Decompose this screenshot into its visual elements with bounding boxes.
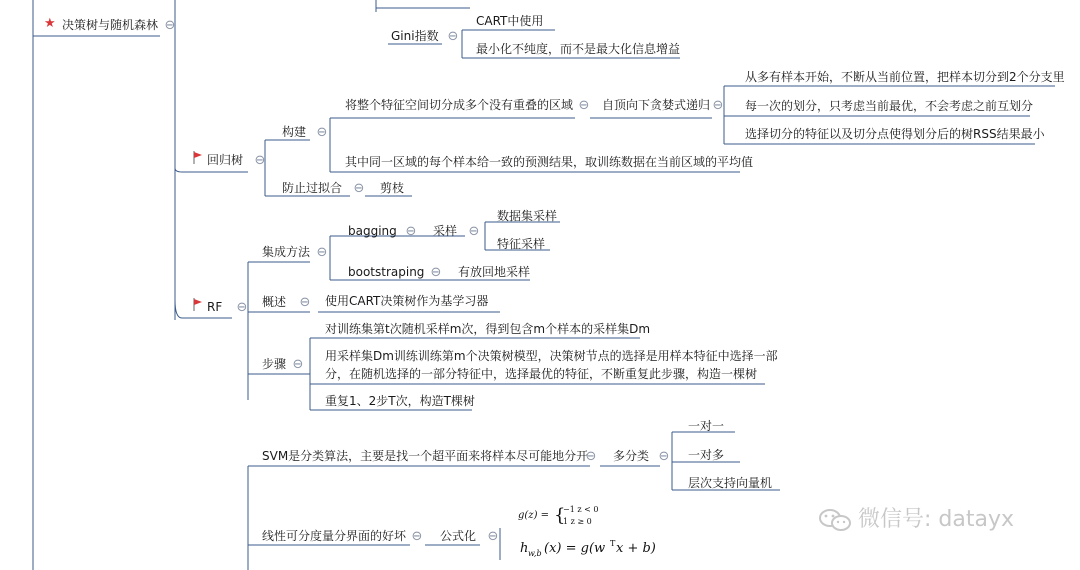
- svg-text:T: T: [610, 539, 616, 548]
- node-top-down[interactable]: 自顶向下贪婪式递归: [602, 98, 711, 112]
- collapse-icon[interactable]: ⊖: [487, 529, 499, 544]
- node-overview-text[interactable]: 使用CART决策树作为基学习器: [325, 294, 489, 308]
- svg-text:{: {: [554, 505, 566, 526]
- collapse-icon[interactable]: ⊖: [292, 357, 304, 372]
- node-ovr[interactable]: 一对多: [688, 448, 725, 462]
- node-replace-sampling[interactable]: 有放回地采样: [458, 265, 531, 279]
- node-build-split[interactable]: 将整个特征空间切分成多个没有重叠的区域: [345, 98, 574, 112]
- node-step-2a[interactable]: 用采样集Dm训练训练第m个决策树模型，决策树节点的选择是用样本特征中选择一部: [325, 349, 778, 363]
- collapse-icon[interactable]: ⊖: [578, 98, 590, 113]
- collapse-icon[interactable]: ⊖: [468, 224, 480, 239]
- wechat-watermark: [818, 502, 1014, 533]
- node-td-3[interactable]: 选择切分的特征以及切分点使得划分后的树RSS结果最小: [745, 127, 1045, 141]
- node-regression-tree[interactable]: 回归树: [207, 153, 244, 167]
- svg-text:(x) = g(w: (x) = g(w: [544, 541, 606, 556]
- svg-text:h: h: [520, 541, 529, 556]
- node-gini-cart[interactable]: CART中使用: [476, 14, 544, 28]
- formula-g-piecewise: [516, 502, 606, 528]
- node-prune[interactable]: 剪枝: [380, 181, 405, 195]
- node-hier[interactable]: 层次支持向量机: [688, 476, 773, 490]
- wechat-icon: [818, 508, 852, 532]
- star-icon: ★: [44, 16, 56, 31]
- node-build[interactable]: 构建: [282, 125, 307, 139]
- node-overfit[interactable]: 防止过拟合: [282, 181, 343, 195]
- collapse-icon[interactable]: ⊖: [316, 125, 328, 140]
- collapse-icon[interactable]: ⊖: [712, 98, 724, 113]
- node-td-2[interactable]: 每一次的划分，只考虑当前最优，不会考虑之前互划分: [745, 99, 1034, 113]
- collapse-icon[interactable]: ⊖: [430, 265, 442, 280]
- collapse-icon[interactable]: ⊖: [353, 181, 365, 196]
- node-multiclass[interactable]: 多分类: [613, 449, 650, 463]
- formula-hwb: [518, 536, 656, 560]
- node-feature-sampling[interactable]: 特征采样: [497, 237, 546, 251]
- node-td-1[interactable]: 从多有样本开始，不断从当前位置，把样本切分到2个分支里: [745, 70, 1065, 84]
- node-ovo[interactable]: 一对一: [688, 419, 725, 433]
- node-linear[interactable]: 线性可分度量分界面的好坏: [262, 529, 407, 543]
- collapse-icon[interactable]: ⊖: [658, 449, 670, 464]
- collapse-icon[interactable]: ⊖: [447, 29, 459, 44]
- collapse-icon[interactable]: ⊖: [299, 295, 311, 310]
- node-formula[interactable]: 公式化: [440, 529, 477, 543]
- watermark-text: 微信号: datayx: [858, 507, 1014, 532]
- flag-icon: [193, 298, 203, 311]
- collapse-icon[interactable]: ⊖: [316, 245, 328, 260]
- node-ensemble[interactable]: 集成方法: [262, 245, 311, 259]
- collapse-icon[interactable]: ⊖: [585, 449, 597, 464]
- node-step-1[interactable]: 对训练集第t次随机采样m次，得到包含m个样本的采样集Dm: [325, 322, 651, 336]
- node-overview[interactable]: 概述: [262, 295, 287, 309]
- node-build-same[interactable]: 其中同一区域的每个样本给一致的预测结果，取训练数据在当前区域的平均值: [345, 155, 754, 169]
- flag-icon: [193, 151, 203, 164]
- node-svm[interactable]: SVM是分类算法，主要是找一个超平面来将样本尽可能地分开: [262, 449, 589, 463]
- svg-text:1 z ≥ 0: 1 z ≥ 0: [563, 517, 592, 526]
- svg-text:g(z) =: g(z) =: [518, 510, 550, 521]
- node-step-2b[interactable]: 分，在随机选择的一部分特征中，选择最优的特征，不断重复此步骤，构造一棵树: [325, 367, 758, 381]
- node-gini-min[interactable]: 最小化不纯度，而不是最大化信息增益: [476, 42, 681, 56]
- node-bootstraping[interactable]: bootstraping: [348, 265, 425, 279]
- collapse-icon[interactable]: ⊖: [236, 300, 248, 315]
- svg-text:w,b: w,b: [528, 549, 542, 558]
- node-gini[interactable]: Gini指数: [391, 29, 439, 43]
- svg-text:−1 z < 0: −1 z < 0: [563, 505, 599, 514]
- node-step-3[interactable]: 重复1、2步T次，构造T棵树: [325, 394, 475, 408]
- collapse-icon[interactable]: ⊖: [411, 529, 423, 544]
- node-bagging[interactable]: bagging: [348, 224, 397, 238]
- collapse-icon[interactable]: ⊖: [254, 153, 266, 168]
- node-sampling[interactable]: 采样: [433, 224, 458, 238]
- node-data-sampling[interactable]: 数据集采样: [497, 209, 558, 223]
- collapse-icon[interactable]: ⊖: [164, 18, 176, 33]
- collapse-icon[interactable]: ⊖: [405, 224, 417, 239]
- svg-text:x + b): x + b): [616, 541, 656, 556]
- node-steps[interactable]: 步骤: [262, 357, 287, 371]
- node-decision-tree-forest[interactable]: 决策树与随机森林: [62, 18, 159, 32]
- node-rf[interactable]: RF: [207, 300, 223, 314]
